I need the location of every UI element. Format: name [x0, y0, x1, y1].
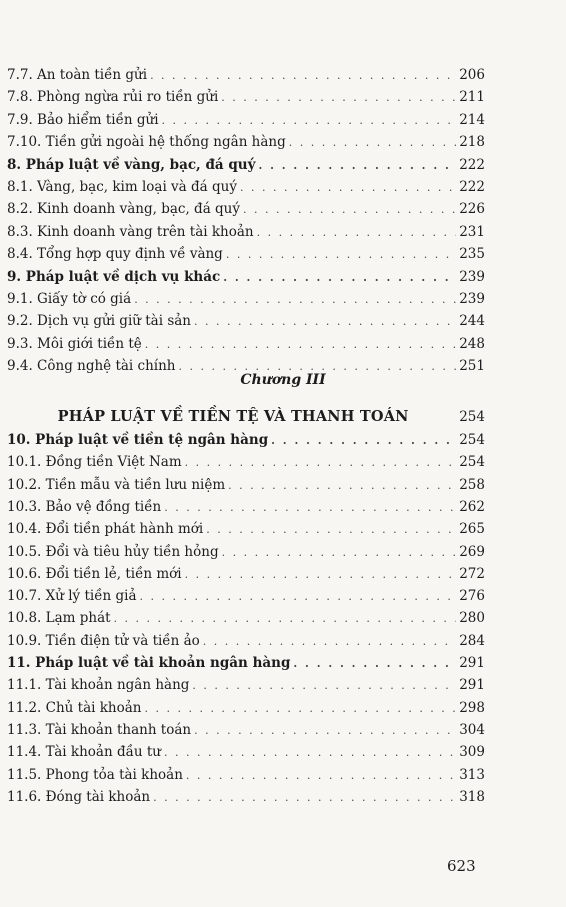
- dot-leader: [257, 222, 457, 244]
- toc-entry-label: 9.1. Giấy tờ có giá: [7, 291, 132, 307]
- toc-entry-page: 304: [459, 721, 485, 738]
- dot-leader: [150, 65, 456, 87]
- toc-entry-label: 9.3. Môi giới tiền tệ: [7, 335, 142, 352]
- toc-entry: [7, 243, 485, 265]
- toc-entry: [7, 786, 485, 808]
- toc-entry-label: 9.4. Công nghệ tài chính: [7, 358, 176, 375]
- toc-entry-page: 313: [459, 766, 485, 783]
- toc-entry-label: 11.4. Tài khoản đầu tư: [7, 744, 161, 761]
- toc-entry-page: 222: [459, 179, 485, 195]
- toc-entry-label: 11.6. Đóng tài khoản: [7, 788, 151, 805]
- toc-entry-label: 10.1. Đồng tiền Việt Nam: [7, 454, 182, 471]
- toc-entry-page: 272: [459, 565, 485, 582]
- toc-entry-page: 218: [459, 134, 485, 151]
- toc-entry-page: 258: [459, 476, 485, 493]
- toc-entry: [7, 474, 485, 496]
- toc-entry-page: 291: [459, 655, 485, 671]
- dot-leader: [164, 497, 456, 519]
- toc-entry-label: 11.5. Phong tỏa tài khoản: [7, 766, 183, 783]
- toc-entry: [7, 310, 485, 332]
- toc-entry-page: 244: [459, 313, 485, 330]
- toc-entry-label: 10.7. Xử lý tiền giả: [7, 588, 137, 605]
- chapter-title-row: [7, 406, 485, 428]
- dot-leader: [144, 698, 456, 720]
- toc-entry-page: 211: [459, 89, 485, 106]
- toc-entry-label: 10.2. Tiền mẫu và tiền lưu niệm: [7, 476, 226, 493]
- toc-entry: [7, 429, 485, 451]
- dot-leader: [271, 430, 456, 452]
- toc-entry: [7, 109, 485, 131]
- toc-entry: [7, 131, 485, 153]
- toc-entry: [7, 496, 485, 518]
- toc-entry-page: 291: [459, 677, 485, 694]
- dot-leader: [134, 289, 456, 311]
- toc-entry: [7, 630, 485, 652]
- toc-entry-label: 8.4. Tổng hợp quy định về vàng: [7, 246, 223, 263]
- toc-entry-label: 7.7. An toàn tiền gửi: [7, 67, 148, 83]
- toc-entry-label: 10. Pháp luật về tiền tệ ngân hàng: [7, 432, 269, 448]
- toc-entry: [7, 221, 485, 243]
- toc-entry-page: 309: [459, 744, 485, 761]
- dot-leader: [114, 608, 457, 630]
- toc-entry: [7, 607, 485, 629]
- toc-entry-page: 254: [459, 432, 485, 448]
- dot-leader: [194, 311, 456, 333]
- page-number: 623: [447, 857, 476, 875]
- dot-leader: [186, 765, 456, 787]
- toc-entry-page: 276: [459, 588, 485, 605]
- toc-entry-page: 206: [459, 67, 485, 83]
- toc-entry-label: 10.6. Đổi tiền lẻ, tiền mới: [7, 565, 182, 582]
- toc-entry-page: 235: [459, 246, 485, 263]
- toc-entry-label: 7.9. Bảo hiểm tiền gửi: [7, 111, 159, 128]
- toc-entry-page: 251: [459, 358, 485, 375]
- toc-entry-label: 11. Pháp luật về tài khoản ngân hàng: [7, 655, 291, 671]
- toc-entry-page: 239: [459, 268, 485, 285]
- toc-entry: [7, 86, 485, 108]
- toc-entry-page: 254: [459, 454, 485, 471]
- toc-entry-page: 226: [459, 201, 485, 218]
- toc-entry: [7, 288, 485, 310]
- toc-entry-page: 269: [459, 543, 485, 560]
- toc-entry-page: 284: [459, 632, 485, 649]
- toc-entry-label: 8.2. Kinh doanh vàng, bạc, đá quý: [7, 201, 241, 218]
- toc-entry: [7, 652, 485, 674]
- toc-entry: [7, 563, 485, 585]
- dot-leader: [185, 564, 457, 586]
- dot-leader: [293, 653, 456, 675]
- toc-entry-page: 214: [459, 111, 485, 128]
- dot-leader: [289, 132, 456, 154]
- dot-leader: [222, 542, 457, 564]
- toc-entry: [7, 518, 485, 540]
- toc-entry-page: 231: [459, 223, 485, 240]
- toc-entry-label: 10.8. Lạm phát: [7, 610, 111, 627]
- toc-entry: [7, 176, 485, 198]
- dot-leader: [162, 110, 457, 132]
- toc-entry: [7, 266, 485, 288]
- toc-entry-label: 7.10. Tiền gửi ngoài hệ thống ngân hàng: [7, 134, 286, 151]
- toc-entry-page: 318: [459, 788, 485, 805]
- toc-entry-label: 10.9. Tiền điện tử và tiền ảo: [7, 632, 200, 649]
- toc-entry-label: 10.3. Bảo vệ đồng tiền: [7, 498, 162, 515]
- dot-leader: [240, 177, 456, 199]
- dot-leader: [206, 519, 456, 541]
- toc-entry-page: 222: [459, 156, 485, 173]
- dot-leader: [194, 720, 456, 742]
- toc-entry: [7, 719, 485, 741]
- dot-leader: [164, 742, 456, 764]
- chapter-label: Chương III: [240, 372, 326, 388]
- toc-entry: [7, 764, 485, 786]
- toc-entry: [7, 451, 485, 473]
- toc-entry: [7, 697, 485, 719]
- toc-entry: [7, 585, 485, 607]
- toc-entry-page: 248: [459, 335, 485, 352]
- dot-leader: [140, 586, 457, 608]
- toc-entry: [7, 154, 485, 176]
- toc-entry-label: 11.3. Tài khoản thanh toán: [7, 721, 192, 738]
- chapter-title: PHÁP LUẬT VỀ TIỀN TỆ VÀ THANH TOÁN: [57, 408, 409, 425]
- toc-entry-label: 9. Pháp luật về dịch vụ khác: [7, 268, 221, 285]
- toc-entry-label: 11.2. Chủ tài khoản: [7, 699, 142, 716]
- toc-entry-label: 10.4. Đổi tiền phát hành mới: [7, 521, 204, 538]
- toc-entry: [7, 64, 485, 86]
- toc-entry: [7, 674, 485, 696]
- toc-entry-page: 298: [459, 699, 485, 716]
- dot-leader: [223, 267, 456, 289]
- dot-leader: [226, 244, 456, 266]
- toc-entry-label: 7.8. Phòng ngừa rủi ro tiền gửi: [7, 89, 219, 106]
- dot-leader: [258, 155, 456, 177]
- dot-leader: [145, 334, 456, 356]
- toc-entry-label: 11.1. Tài khoản ngân hàng: [7, 677, 190, 694]
- toc-entry-label: 8.1. Vàng, bạc, kim loại và đá quý: [7, 179, 237, 195]
- toc-entry-page: 280: [459, 610, 485, 627]
- toc-entry: [7, 741, 485, 763]
- toc-entry-label: 8. Pháp luật về vàng, bạc, đá quý: [7, 156, 256, 173]
- toc-entry: [7, 333, 485, 355]
- toc-entry-page: 262: [459, 498, 485, 515]
- dot-leader: [221, 87, 456, 109]
- dot-leader: [243, 199, 456, 221]
- toc-entry-label: 10.5. Đổi và tiêu hủy tiền hỏng: [7, 543, 219, 560]
- chapter-page-number: 254: [459, 409, 485, 425]
- toc-entry: [7, 198, 485, 220]
- dot-leader: [185, 452, 457, 474]
- toc-entry-page: 265: [459, 521, 485, 538]
- toc-entry-label: 9.2. Dịch vụ gửi giữ tài sản: [7, 313, 191, 330]
- toc-entry-page: 239: [459, 291, 485, 307]
- dot-leader: [153, 787, 456, 809]
- toc-entry: [7, 541, 485, 563]
- dot-leader: [203, 631, 456, 653]
- toc-entry-label: 8.3. Kinh doanh vàng trên tài khoản: [7, 223, 254, 240]
- dot-leader: [228, 475, 456, 497]
- dot-leader: [192, 675, 456, 697]
